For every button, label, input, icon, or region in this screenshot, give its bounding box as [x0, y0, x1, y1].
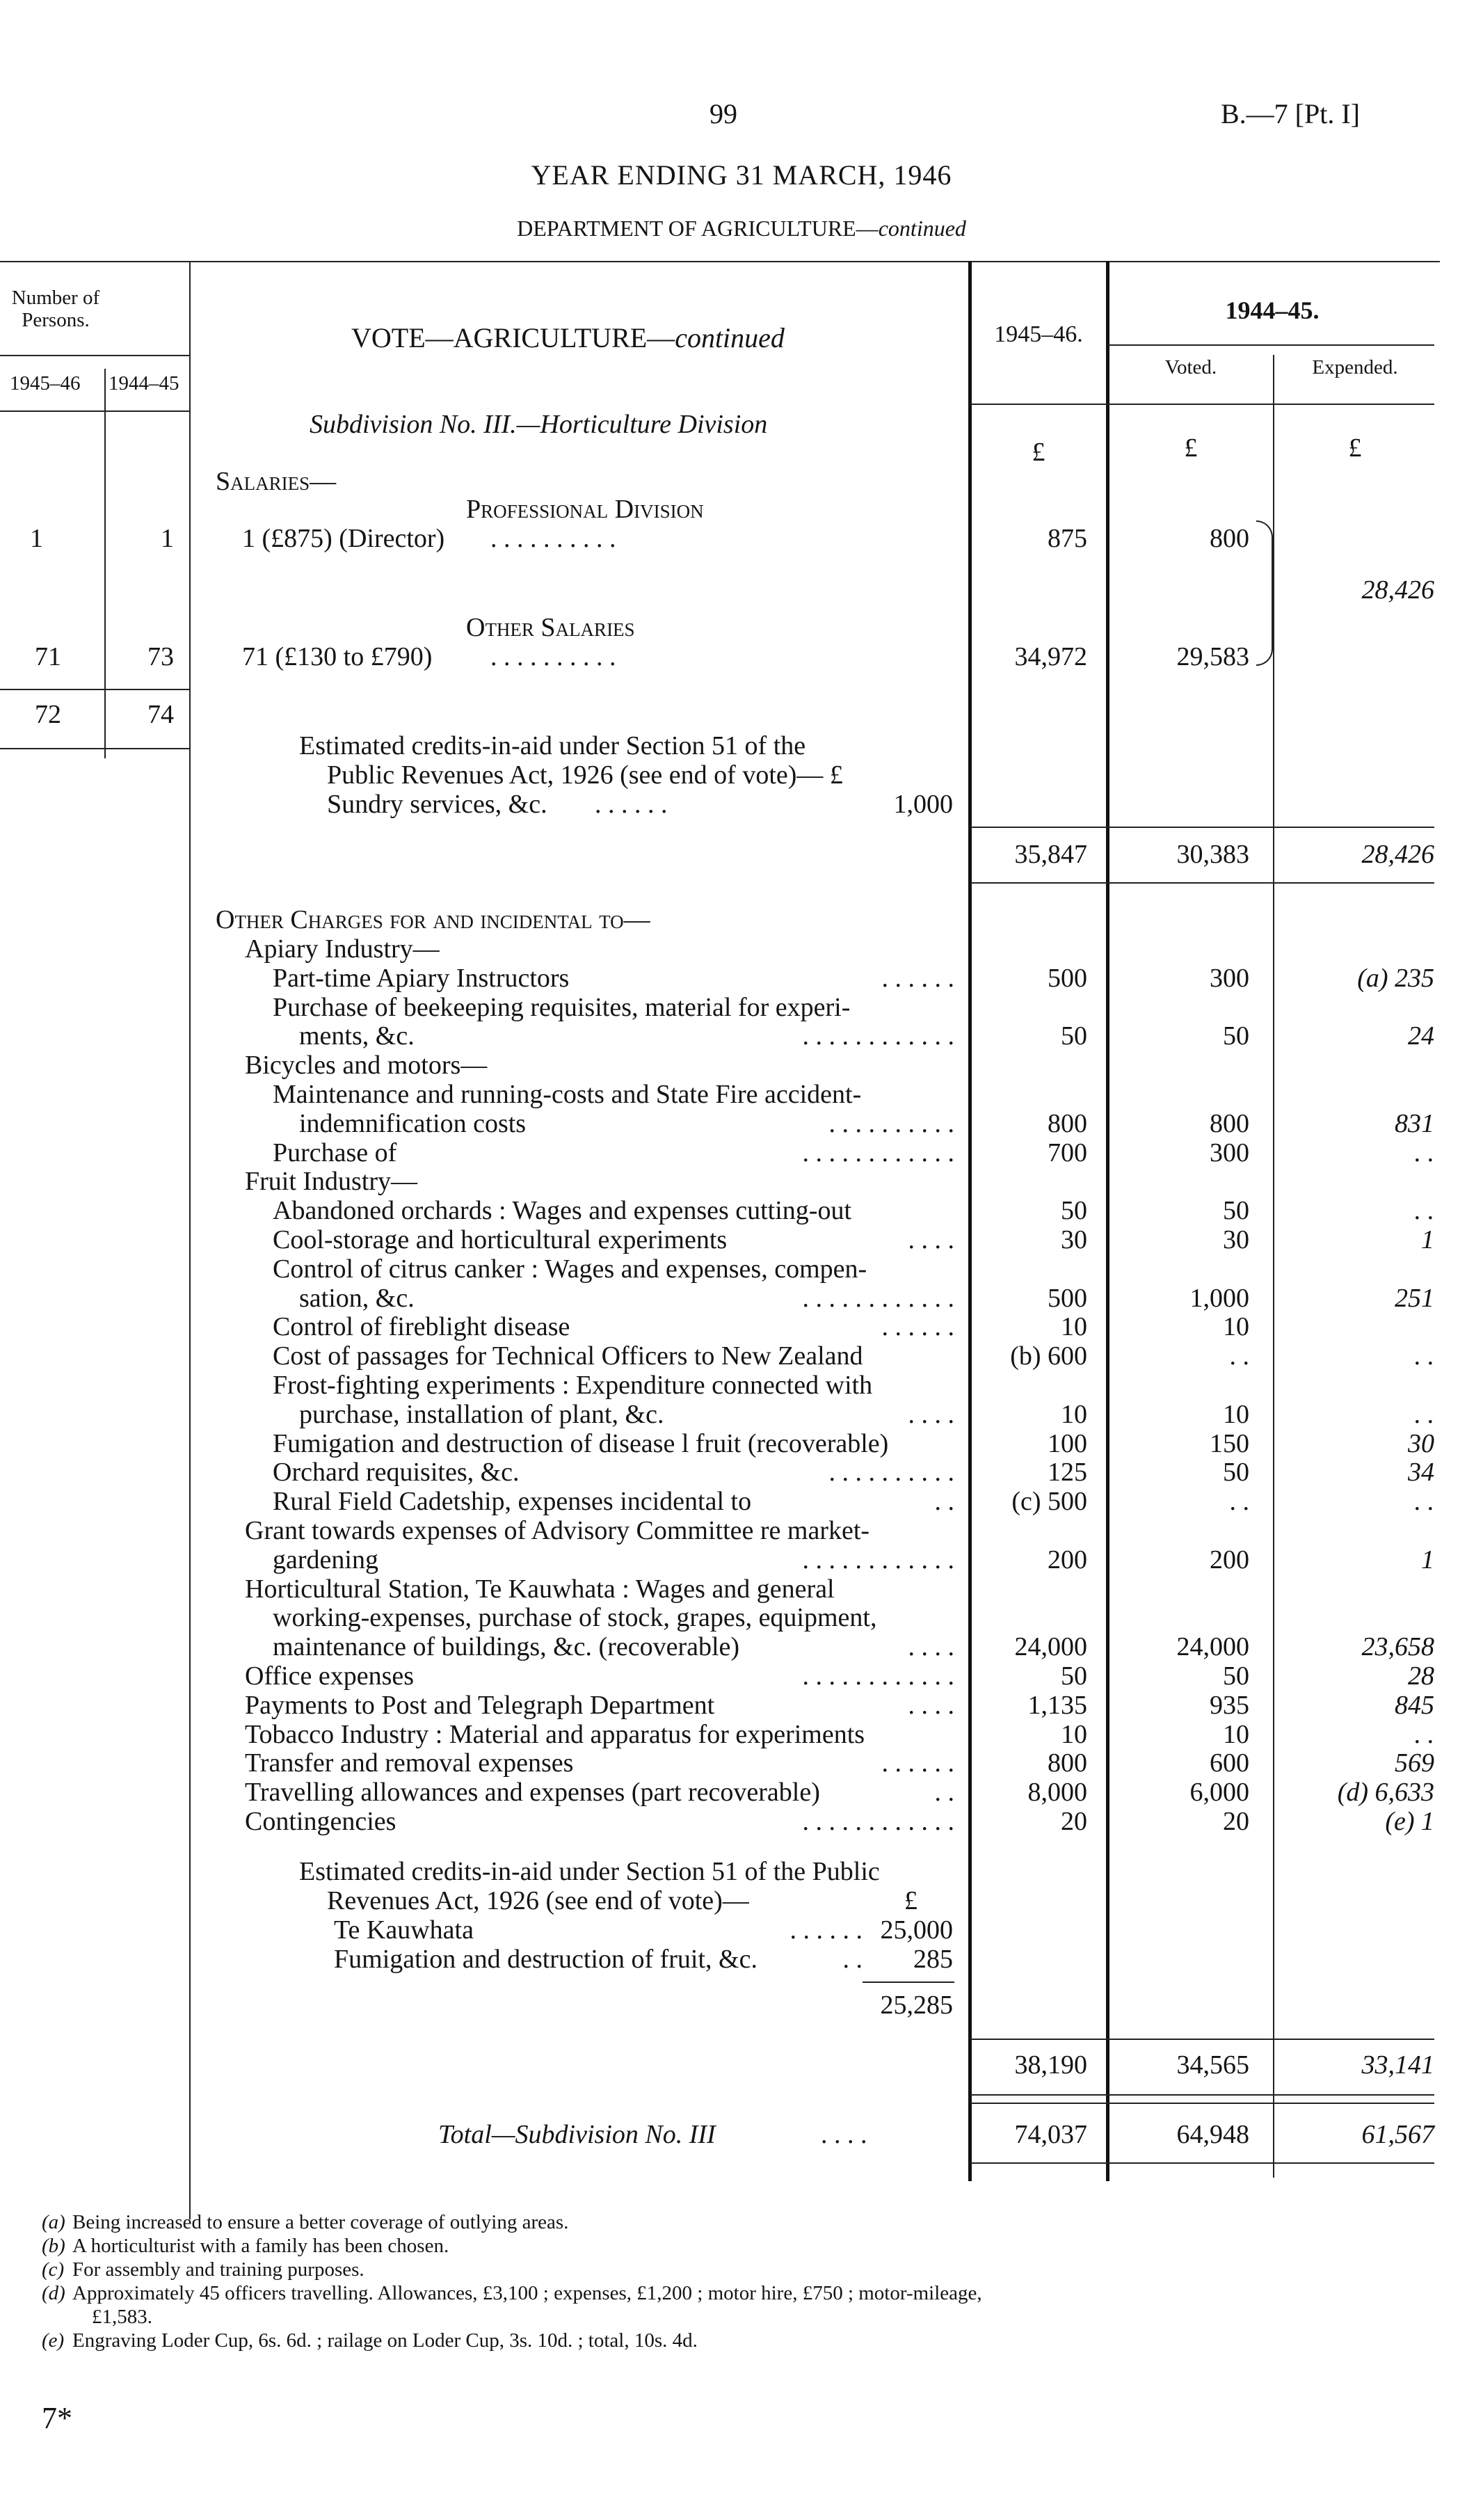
charge-row-expended: 569 [1395, 1748, 1434, 1778]
department-heading [324, 216, 1159, 241]
charge-row-voted: 24,000 [1176, 1632, 1249, 1661]
charge-row-leader: . . . . [908, 1632, 954, 1661]
total-top-rule [970, 2103, 1434, 2104]
charge-row-leader: . . [934, 1778, 954, 1807]
professional-persons-a: 1 [30, 524, 43, 553]
col-voted-header: Voted. [1164, 356, 1217, 378]
charge-row-1945-46: 50 [1061, 1196, 1087, 1225]
charge-row-1945-46: 10 [1061, 1312, 1087, 1341]
total-expended: 61,567 [1361, 2120, 1434, 2149]
charge-row-label: Grant towards expenses of Advisory Committee re market- [245, 1516, 870, 1545]
charges-subtotal-voted: 34,565 [1176, 2050, 1249, 2080]
charge-row-voted: 150 [1210, 1429, 1249, 1458]
charge-row-expended: . . [1414, 1487, 1434, 1516]
charge-row-label: Maintenance and running-costs and State Fire accident- [273, 1080, 862, 1109]
charge-row-expended: 28 [1408, 1661, 1434, 1691]
footnote-text: Engraving Loder Cup, 6s. 6d. ; railage on Loder Cup, 3s. 10d. ; total, 10s. 4d. [72, 2329, 698, 2352]
salaries-subtotal-voted: 30,383 [1176, 840, 1249, 869]
charge-row-1945-46: 500 [1048, 1284, 1087, 1313]
currency-col-3: £ [1348, 433, 1362, 463]
other-salaries-persons-b: 73 [147, 642, 174, 671]
charges-subtotal-bottom-rule [970, 2094, 1434, 2096]
charge-row-expended: . . [1414, 1400, 1434, 1429]
total-persons-a: 72 [35, 700, 61, 729]
charge-row-label: Cool-storage and horticultural experiments [273, 1225, 728, 1254]
charge-row-label: indemnification costs [299, 1109, 527, 1138]
charge-row-expended: . . [1414, 1196, 1434, 1225]
credit-item-label: Te Kauwhata [334, 1915, 474, 1945]
charge-row-1945-46: 800 [1048, 1109, 1087, 1138]
charges-subtotal-top-rule [970, 2039, 1434, 2040]
charge-row-voted: 935 [1210, 1691, 1249, 1720]
charge-row-leader: . . . . . . [881, 1312, 954, 1341]
charge-row-voted: 10 [1223, 1400, 1249, 1429]
professional-row-leader: . . . . . . . . . . [490, 524, 616, 553]
salaries-credits-value: 1,000 [893, 790, 953, 819]
charge-row-expended: 845 [1395, 1691, 1434, 1720]
persons-header-rule [0, 355, 189, 356]
charge-row-1945-46: 8,000 [1027, 1778, 1087, 1807]
charge-row-leader: . . . . . . [881, 1748, 954, 1778]
charge-row-label: Travelling allowances and expenses (part recoverable) [245, 1778, 820, 1807]
charge-row-1945-46: 24,000 [1014, 1632, 1087, 1661]
page-number: 99 [710, 98, 737, 129]
charge-row-expended: 831 [1395, 1109, 1434, 1138]
charge-row-1945-46: 10 [1061, 1720, 1087, 1749]
charge-row-expended: (e) 1 [1385, 1807, 1434, 1836]
footnote-mark: (d) [42, 2282, 65, 2304]
other-salaries-persons-a: 71 [35, 642, 61, 671]
credit-item-label: Fumigation and destruction of fruit, &c. [334, 1945, 757, 1974]
charge-row-label: Fruit Industry— [245, 1167, 418, 1196]
footnote-text: £1,583. [92, 2306, 152, 2328]
charge-row-leader: . . . . . . . . . . . . [802, 1807, 954, 1836]
charge-row-leader: . . . . . . . . . . [828, 1458, 954, 1487]
charges-credits-total: 25,285 [880, 1991, 953, 2020]
charge-row-label: purchase, installation of plant, &c. [299, 1400, 664, 1429]
salaries-subtotal-top-rule [970, 827, 1434, 828]
charge-row-expended: . . [1414, 1720, 1434, 1749]
col-1945-46-header: 1945–46. [994, 321, 1083, 347]
other-salaries-label: 71 (£130 to £790) [242, 642, 433, 671]
other-salaries-leader: . . . . . . . . . . [490, 642, 616, 671]
charge-row-1945-46: 1,135 [1027, 1691, 1087, 1720]
footnote-text: For assembly and training purposes. [72, 2258, 364, 2281]
charge-row-1945-46: 700 [1048, 1138, 1087, 1167]
charge-row-1945-46: 200 [1048, 1545, 1087, 1574]
credit-item-dots: . . [842, 1945, 863, 1974]
vote-title [351, 321, 785, 354]
footnote-mark: (c) [42, 2258, 65, 2281]
charges-credits-line-1: Estimated credits-in-aid under Section 51 of the Public [299, 1857, 880, 1886]
salaries-brace [1256, 520, 1273, 666]
table-top-rule [0, 261, 1440, 262]
charge-row-leader: . . . . . . [881, 964, 954, 993]
charge-row-expended: 34 [1408, 1458, 1434, 1487]
professional-division-heading: Professional Division [466, 495, 704, 524]
total-bottom-rule [970, 2162, 1434, 2164]
charge-row-1945-46: 10 [1061, 1400, 1087, 1429]
salaries-subtotal-bottom-rule [970, 882, 1434, 884]
salaries-credits-label: Sundry services, &c. [327, 790, 547, 819]
charge-row-label: Contingencies [245, 1807, 396, 1836]
charge-row-label: Apiary Industry— [245, 934, 440, 964]
currency-col-2: £ [1184, 433, 1198, 463]
department-name: DEPARTMENT OF AGRICULTURE— [517, 216, 879, 241]
charge-row-voted: 50 [1223, 1021, 1249, 1051]
footnote-mark: (a) [42, 2211, 65, 2233]
charge-row-expended: . . [1414, 1138, 1434, 1167]
total-label: Total—Subdivision No. III [438, 2120, 716, 2149]
salaries-heading: Salaries— [216, 467, 337, 496]
charge-row-leader: . . . . [908, 1225, 954, 1254]
charge-row-leader: . . . . . . . . . . . . [802, 1138, 954, 1167]
charge-row-expended: 1 [1421, 1545, 1434, 1574]
salaries-credits-leader: . . . . . . [595, 790, 668, 819]
charge-row-expended: 1 [1421, 1225, 1434, 1254]
total-voted: 64,948 [1176, 2120, 1249, 2149]
charge-row-expended: (d) 6,633 [1337, 1778, 1434, 1807]
year-1944-45-rule [1107, 344, 1434, 346]
charge-row-voted: 10 [1223, 1720, 1249, 1749]
charge-row-label: Horticultural Station, Te Kauwhata : Wages and general [245, 1574, 835, 1604]
credit-item-value: 25,000 [880, 1915, 953, 1945]
department-continued: continued [878, 216, 966, 241]
charge-row-label: Bicycles and motors— [245, 1051, 488, 1080]
charge-row-voted: 50 [1223, 1196, 1249, 1225]
total-1945-46: 74,037 [1014, 2120, 1087, 2149]
charge-row-voted: 300 [1210, 1138, 1249, 1167]
charge-row-leader: . . . . . . . . . . . . [802, 1661, 954, 1691]
charge-row-leader: . . [934, 1487, 954, 1516]
charge-row-expended: 24 [1408, 1021, 1434, 1051]
persons-year-rule [0, 410, 189, 412]
total-leader: . . . . [821, 2120, 867, 2149]
charge-row-voted: 10 [1223, 1312, 1249, 1341]
charge-row-leader: . . . . . . . . . . . . [802, 1021, 954, 1051]
charge-row-label: Part-time Apiary Instructors [273, 964, 570, 993]
professional-persons-b: 1 [161, 524, 174, 553]
signature-mark: 7* [42, 2401, 72, 2435]
subdivision-title: Subdivision No. III.—Horticulture Division [310, 410, 768, 439]
charges-subtotal-expended: 33,141 [1361, 2050, 1434, 2080]
charge-row-voted: 600 [1210, 1748, 1249, 1778]
charges-credits-line-2: Revenues Act, 1926 (see end of vote)— [327, 1886, 749, 1915]
charge-row-label: Purchase of beekeeping requisites, material for experi- [273, 993, 851, 1022]
page-title: YEAR ENDING 31 MARCH, 1946 [531, 159, 952, 191]
vote-continued: continued [675, 322, 785, 353]
charge-row-voted: 300 [1210, 964, 1249, 993]
charge-row-voted: 30 [1223, 1225, 1249, 1254]
footnote-mark: (b) [42, 2235, 65, 2257]
charge-row-label: working-expenses, purchase of stock, grapes, equipment, [273, 1603, 877, 1632]
col-expended-header: Expended. [1312, 356, 1398, 378]
charge-row-expended: 30 [1408, 1429, 1434, 1458]
charge-row-label: Rural Field Cadetship, expenses incidental to [273, 1487, 752, 1516]
salaries-subtotal-1945-46: 35,847 [1014, 840, 1087, 869]
charge-row-label: maintenance of buildings, &c. (recoverable) [273, 1632, 740, 1661]
other-charges-heading: Other Charges for and incidental to— [216, 905, 650, 934]
footnote-mark: (e) [42, 2329, 65, 2352]
footnote-text: Approximately 45 officers travelling. Allowances, £3,100 ; expenses, £1,200 ; motor hire, £750 ; motor-mileage, [72, 2282, 982, 2304]
charge-row-voted: 800 [1210, 1109, 1249, 1138]
charge-row-label: Payments to Post and Telegraph Department [245, 1691, 715, 1720]
amount-header-rule [970, 404, 1434, 405]
charge-row-1945-46: (c) 500 [1011, 1487, 1087, 1516]
charge-row-voted: . . [1229, 1487, 1249, 1516]
charge-row-1945-46: 100 [1048, 1429, 1087, 1458]
document-reference: B.—7 [Pt. I] [1221, 98, 1360, 129]
charges-credits-total-rule [863, 1981, 954, 1983]
charge-row-label: Orchard requisites, &c. [273, 1458, 520, 1487]
charge-row-1945-46: 500 [1048, 964, 1087, 993]
salaries-credits-line-2: Public Revenues Act, 1926 (see end of vote)— £ [327, 760, 843, 790]
charge-row-label: Frost-fighting experiments : Expenditure connected with [273, 1371, 873, 1400]
charge-row-1945-46: 800 [1048, 1748, 1087, 1778]
salaries-subtotal-expended: 28,426 [1361, 840, 1434, 869]
total-persons-b: 74 [147, 700, 174, 729]
other-salaries-voted: 29,583 [1176, 642, 1249, 671]
other-salaries-heading: Other Salaries [466, 613, 635, 642]
amount-column-rule-2 [1106, 261, 1109, 2181]
charge-row-voted: 1,000 [1189, 1284, 1249, 1313]
other-salaries-1945-46: 34,972 [1014, 642, 1087, 671]
charge-row-1945-46: 30 [1061, 1225, 1087, 1254]
charge-row-voted: . . [1229, 1341, 1249, 1371]
professional-row-label: 1 (£875) (Director) [242, 524, 445, 553]
charge-row-label: gardening [273, 1545, 378, 1574]
vote-title-text: VOTE—AGRICULTURE— [351, 322, 675, 353]
salaries-credits-line-1: Estimated credits-in-aid under Section 51 of the [299, 731, 806, 760]
professional-voted: 800 [1210, 524, 1249, 553]
charge-row-1945-46: 50 [1061, 1021, 1087, 1051]
charge-row-1945-46: 50 [1061, 1661, 1087, 1691]
charge-row-expended: 23,658 [1361, 1632, 1434, 1661]
charge-row-leader: . . . . . . . . . . . . [802, 1284, 954, 1313]
persons-year-a-header: 1945–46 [10, 372, 81, 394]
salaries-expended-combined: 28,426 [1361, 575, 1434, 605]
currency-col-1: £ [1032, 438, 1045, 467]
charge-row-label: Purchase of [273, 1138, 397, 1167]
charge-row-label: Control of citrus canker : Wages and expenses, compen- [273, 1254, 867, 1284]
charge-row-1945-46: 20 [1061, 1807, 1087, 1836]
charge-row-label: Tobacco Industry : Material and apparatus for experiments [245, 1720, 865, 1749]
amount-column-rule-1 [968, 261, 972, 2181]
number-of-persons-header: Number of Persons. [11, 287, 100, 331]
charge-row-expended: (a) 235 [1357, 964, 1434, 993]
charges-subtotal-1945-46: 38,190 [1014, 2050, 1087, 2080]
charge-row-leader: . . . . . . . . . . [828, 1109, 954, 1138]
persons-year-b-header: 1944–45 [109, 372, 179, 394]
charge-row-label: Abandoned orchards : Wages and expenses cutting-out [273, 1196, 852, 1225]
professional-1945-46: 875 [1048, 524, 1087, 553]
persons-total-bottom-rule [0, 748, 189, 749]
charge-row-expended: 251 [1395, 1284, 1434, 1313]
charge-row-label: Fumigation and destruction of disease l fruit (recoverable) [273, 1429, 889, 1458]
text-column-rule [189, 261, 191, 2219]
charge-row-voted: 20 [1223, 1807, 1249, 1836]
credit-item-dots: . . . . . . [789, 1915, 863, 1945]
amount-column-rule-3 [1273, 355, 1274, 2178]
charge-row-label: ments, &c. [299, 1021, 415, 1051]
footnote-text: Being increased to ensure a better coverage of outlying areas. [72, 2211, 569, 2233]
charge-row-1945-46: 125 [1048, 1458, 1087, 1487]
charge-row-label: sation, &c. [299, 1284, 415, 1313]
col-1944-45-header: 1944–45. [1225, 296, 1320, 324]
persons-total-rule [0, 689, 189, 690]
charge-row-expended: . . [1414, 1341, 1434, 1371]
credit-item-value: 285 [913, 1945, 953, 1974]
charges-credits-currency: £ [904, 1886, 917, 1915]
charge-row-voted: 50 [1223, 1661, 1249, 1691]
charge-row-label: Cost of passages for Technical Officers to New Zealand [273, 1341, 863, 1371]
charge-row-1945-46: (b) 600 [1010, 1341, 1087, 1371]
charge-row-label: Transfer and removal expenses [245, 1748, 574, 1778]
charge-row-leader: . . . . [908, 1400, 954, 1429]
footnote-text: A horticulturist with a family has been chosen. [72, 2235, 449, 2257]
charge-row-leader: . . . . . . . . . . . . [802, 1545, 954, 1574]
charge-row-label: Office expenses [245, 1661, 415, 1691]
charge-row-voted: 6,000 [1189, 1778, 1249, 1807]
charge-row-leader: . . . . [908, 1691, 954, 1720]
charge-row-voted: 50 [1223, 1458, 1249, 1487]
charge-row-voted: 200 [1210, 1545, 1249, 1574]
charge-row-label: Control of fireblight disease [273, 1312, 570, 1341]
